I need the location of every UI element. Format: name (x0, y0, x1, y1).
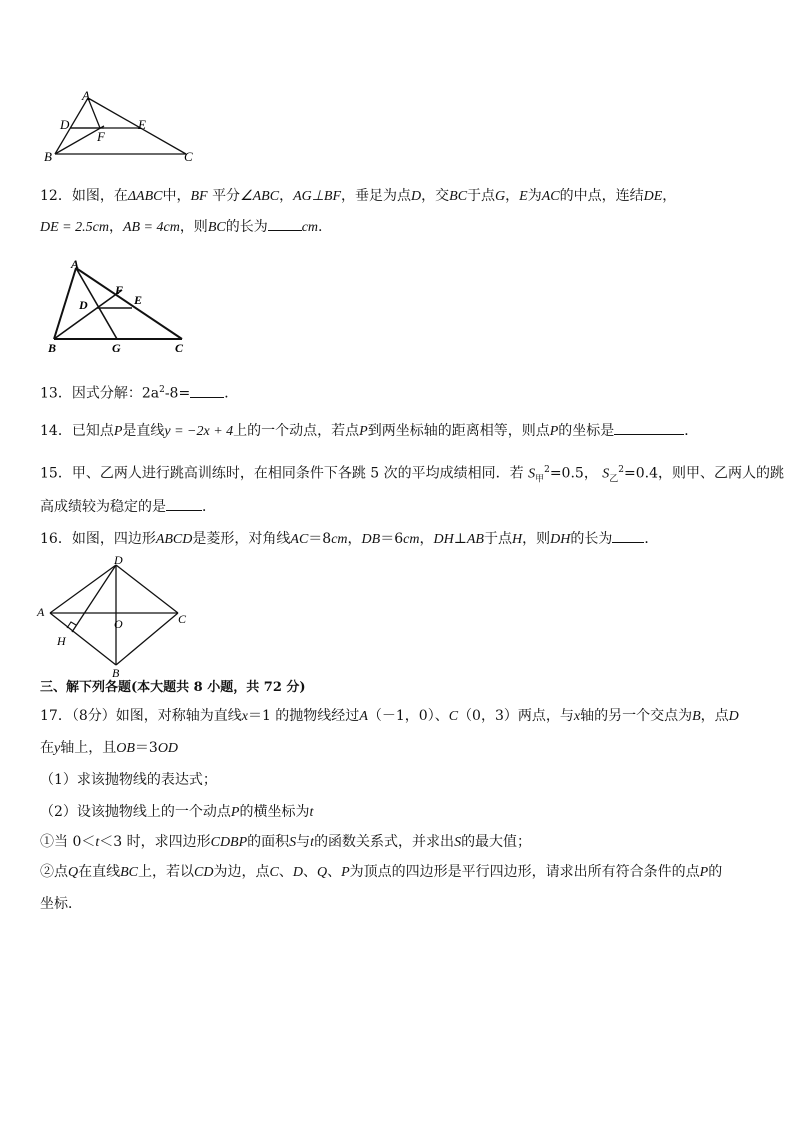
answer-blank-12 (268, 216, 302, 231)
question-12-line-1: 12．如图，在ΔABC中，BF 平分∠ABC，AG⊥BF，垂足为点D，交BC于点G，E为AC的中点，连结DE， (40, 188, 677, 204)
label-B: B (48, 341, 57, 355)
label-H: H (57, 634, 66, 648)
label-A: A (82, 88, 90, 103)
triangle-figure-11 (38, 88, 208, 168)
label-E: E (134, 293, 143, 307)
label-B: B (44, 149, 52, 164)
label-D: D (114, 553, 123, 567)
answer-blank-16 (612, 528, 644, 543)
label-O: O (114, 617, 123, 631)
label-F: F (115, 283, 124, 297)
label-G: G (112, 341, 121, 355)
label-C: C (178, 612, 187, 626)
question-16: 16．如图，四边形ABCD是菱形，对角线AC＝8cm，DB＝6cm，DH⊥AB于点H，则DH的长为 ． (40, 528, 658, 550)
answer-blank-15 (166, 496, 202, 511)
label-C: C (184, 149, 193, 164)
question-13: 13．因式分解：$2a^2-8=$ ． (40, 380, 238, 404)
question-15-line-2: 高成绩较为稳定的是 ． (40, 496, 216, 517)
question-17-part-2-2-cont: 坐标． (40, 896, 82, 912)
question-17-line-2: 在y轴上，且OB＝3OD (40, 740, 179, 756)
question-17-part-2-2: ②点Q在直线BC上，若以CD为边，点C、D、Q、P为顶点的四边形是平行四边形，请求出所有符合条件的点P的 (40, 864, 723, 880)
section-3-heading: 三、解下列各题(本大题共 8 小题，共 72 分) (40, 680, 306, 695)
label-E: E (138, 117, 146, 132)
question-17-line-1: 17．（8分）如图，对称轴为直线x＝1 的抛物线经过A（－1，0）、C（0，3）两点，与x轴的另一个交点为B，点D (40, 708, 739, 724)
label-B: B (112, 666, 120, 680)
triangle-figure-12 (42, 256, 197, 356)
question-17-part-2-1: ①当 0＜t＜3 时，求四边形CDBP的面积S与t的函数关系式，并求出S的最大值； (40, 834, 532, 850)
label-D: D (79, 298, 88, 312)
question-17-part-1: （1）求该抛物线的表达式； (40, 772, 217, 788)
label-D: D (60, 117, 70, 132)
answer-blank-13 (190, 383, 224, 398)
label-A: A (71, 257, 80, 271)
label-A: A (37, 605, 45, 619)
question-17-part-2: （2）设该抛物线上的一个动点P的横坐标为t (40, 804, 314, 820)
label-F: F (97, 129, 105, 144)
rhombus-figure-16 (34, 553, 194, 680)
label-C: C (175, 341, 184, 355)
question-14: 14．已知点P是直线y = −2x + 4上的一个动点，若点P到两坐标轴的距离相等，则点P的坐标是 ． (40, 420, 698, 442)
question-15-line-1: 15．甲、乙两人进行跳高训练时，在相同条件下各跳 5 次的平均成绩相同．若 $S_甲^2=0.5$， $S_乙^2=0.4$，则甲、乙两人的跳 (40, 465, 785, 485)
question-12-line-2: DE = 2.5cm，AB = 4cm，则BC的长为 cm. (40, 216, 322, 238)
answer-blank-14 (614, 420, 684, 435)
